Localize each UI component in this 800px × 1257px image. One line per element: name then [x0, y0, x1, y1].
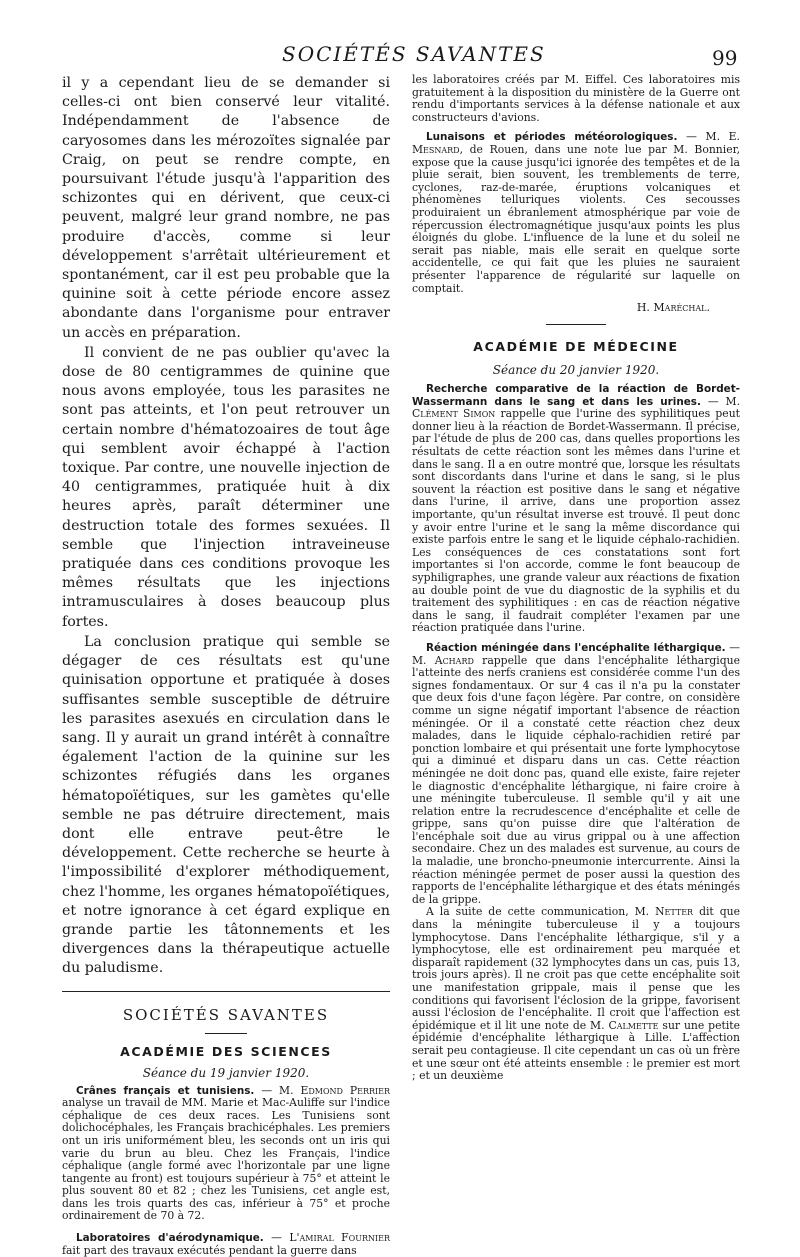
article-text: sur une petite épidémie d'encéphalite léthargique à Lille. L'affection serait peu contagieuse. Il cite cependant un cas où un frère et une sœur ont été atteints ensemble : le premier est mort ; et un deuxième: [412, 1018, 740, 1083]
right-column: [412, 74, 740, 1083]
academy-title: ACADÉMIE DE MÉDECINE: [473, 339, 679, 355]
article-text: , de Rouen, dans une note lue par M. Bonnier, expose que la cause jusqu'ici ignorée des tempêtes et de la pluie serait, bien souvent, les tremblements de terre, cyclones, raz-de-marée, éruptions volcaniques et phénomènes telluriques violents. Ces secousses produiraient un ébranlement atmosphérique par voie de répercussion électromagnétique jusqu'aux points les plus éloignés du globe. L'influence de la lune et du soleil ne serait pas niable, mais elle serait en quelque sorte accidentelle, ce qui fait que les pluies ne sauraient présenter l'apparence de régularité sur laquelle on comptait.: [412, 142, 740, 295]
person-name: Calmette: [608, 1018, 659, 1032]
article: [62, 1232, 390, 1257]
article: [412, 906, 740, 1082]
section-title: SOCIÉTÉS SAVANTES: [122, 1005, 330, 1024]
academy-title: ACADÉMIE DES SCIENCES: [120, 1043, 332, 1059]
short-divider: [546, 324, 606, 325]
article: [412, 642, 740, 906]
page-number: 99: [712, 46, 738, 70]
article-continuation: les laboratoires créés par M. Eiffel. Ces laboratoires mis gratuitement à la disposition du ministère de la Guerre ont rendu d'importants services à la défense nationale et aux constructeurs d'avions.: [412, 73, 740, 124]
short-divider: [205, 1033, 247, 1034]
author-signature: H. Maréchal.: [636, 301, 710, 315]
article: [412, 383, 740, 635]
article-text: rappelle que l'urine des syphilitiques peut donner lieu à la réaction de Bordet-Wassermann. Il précise, par l'étude de plus de 200 cas, dans quelles proportions les résultats de cette réaction sont les mêmes dans l'urine et dans le sang. Il a en outre montré que, lorsque les résultats sont discordants dans l'urine et dans le sang, si le plus souvent la réaction est positive dans le sang et négative dans l'urine, il arrive, dans une proportion assez importante, qu'un résultat inverse est trouvé. Il peut donc y avoir entre l'urine et le sang la même discordance qui existe parfois entre le sang et le liquide céphalo-rachidien. Les conséquences de ces constatations sont fort importantes si l'on accorde, comme le font beaucoup de syphiligraphes, une grande valeur aux réactions de fixation au double point de vue du diagnostic de la syphilis et du traitement des syphilitiques : en cas de réaction négative dans le sang, il faudrait compléter l'examen par une réaction pratiquée dans l'urine.: [412, 407, 740, 635]
left-column: [62, 74, 390, 1257]
person-name: Netter: [655, 905, 694, 919]
article-heading: Recherche comparative de la réaction de Bordet-Wassermann dans le sang et dans les urines.: [412, 383, 740, 408]
paragraph: il y a cependant lieu de se demander si celles-ci ont bien conservé leur vitalité. Indépendamment de l'absence de caryosomes dans les mérozoïtes signalée par Craig, on peut se rendre compte, en poursuivant l'étude jusqu'à l'apparition des schizontes qui en dérivent, que ceux-ci peuvent, malgré leur grand nombre, ne pas produire d'accès, comme si leur développement s'arrêtait ultérieurement et spontanément, car il est peu probable que la quinine soit à cette période encore assez abondante dans l'organisme pour entraver un accès en préparation.: [62, 75, 390, 341]
paragraph: Il convient de ne pas oublier qu'avec la dose de 80 centigrammes de quinine que nous avons employée, tous les parasites ne sont pas atteints, et l'on peut retrouver un certain nombre d'hématozoaires de tout âge qui semblent avoir échappé à l'action toxique. Par contre, une nouvelle injection de 40 centigrammes, pratiquée huit à dix heures après, paraît déterminer une destruction totale des formes sexuées. Il semble que l'injection intraveineuse pratiquée dans ces conditions provoque les mêmes résultats que les injections intramusculaires à doses beaucoup plus fortes.: [62, 344, 390, 630]
article: [62, 1085, 390, 1224]
article-text: dit que dans la méningite tuberculeuse il y a toujours lymphocytose. Dans l'encéphalite léthargique, s'il y a lymphocytose, elle est ordinairement peu marquée et disparaît rapidement (32 lymphocytes dans un cas, puis 13, trois jours après). Il ne croit pas que cette encéphalite soit une manifestation grippale, mais il pense que les conditions qui favorisent l'éclosion de la grippe, favorisent aussi l'éclosion de l'encéphalite. Il croit que l'affection est épidémique et il lit une note de M.: [412, 905, 741, 1032]
page-header: [0, 40, 800, 70]
article: [412, 131, 740, 295]
article-author: — M. Edmond Perrier: [261, 1083, 391, 1097]
article-text: A la suite de cette communication, M.: [426, 905, 650, 919]
article-author: — M. E. Mesnard: [412, 130, 740, 156]
article-author: — L'amiral Fournier: [271, 1231, 391, 1245]
article-author: — M. Achard: [412, 640, 740, 667]
article-heading: Réaction méningée dans l'encéphalite léthargique.: [426, 641, 726, 654]
running-title: SOCIÉTÉS SAVANTES: [282, 42, 546, 66]
article-heading: Lunaisons et périodes météorologiques.: [426, 131, 678, 144]
article-heading: Laboratoires d'aérodynamique.: [76, 1232, 264, 1245]
article-author: — M. Clément Simon: [412, 394, 740, 421]
article-text: rappelle que dans l'encéphalite léthargique l'atteinte des nerfs craniens est considérée comme l'un des signes fondamentaux. Or sur 4 cas il n'a pu la constater que deux fois d'une façon légère. Par contre, on considère comme un signe négatif important l'absence de réaction méningée. Or il a constaté cette réaction chez deux malades, dans le liquide céphalo-rachidien retiré par ponction lombaire et qui présentait une forte lymphocytose qui a diminué et disparu dans un cas. Cette réaction méningée ne doit donc pas, quand elle existe, faire rejeter le diagnostic d'encéphalite léthargique, ni faire croire à une méningite tuberculeuse. Il semble qu'il y ait une relation entre la recrudescence d'encéphalite et celle de grippe, sans qu'on puisse dire que l'altération de l'encéphale soit due au virus grippal ou à une affection secondaire. Chez un des malades est survenue, au cours de la maladie, une broncho-pneumonie intercurrente. Ainsi la réaction méningée permet de poser aussi la question des rapports de l'encéphalite léthargique et des états méningés de la grippe.: [412, 653, 740, 906]
article-text: fait part des travaux exécutés pendant la guerre dans: [62, 1243, 357, 1257]
section-divider: [62, 991, 390, 992]
article-heading: Crânes français et tunisiens.: [76, 1084, 255, 1097]
session-date: Séance du 19 janvier 1920.: [142, 1065, 310, 1080]
session-date: Séance du 20 janvier 1920.: [492, 363, 660, 378]
paragraph: La conclusion pratique qui semble se dégager de ces résultats est qu'une quinisation opportune et pratiquée à doses suffisantes semble susceptible de détruire les parasites asexués en circulation dans le sang. Il y aurait un grand intérêt à connaître également l'action de la quinine sur les schizontes réfugiés dans les organes hématopoïétiques, sur les gamètes qu'elle semble ne pas détruire directement, mais dont elle entrave peut-être le développement. Cette recherche se heurte à l'impossibilité d'explorer méthodiquement, chez l'homme, les organes hématopoïétiques, et notre ignorance à cet égard explique en grande partie les tâtonnements et les divergences dans la thérapeutique actuelle du paludisme.: [62, 633, 390, 977]
article-text: analyse un travail de MM. Marie et Mac-Auliffe sur l'indice céphalique de ces deux races. Les Tunisiens sont dolichocéphales, les Français brachicéphales. Les premiers ont un iris uniformément bleu, les seconds ont un iris qui varie du brun au bleu. Chez les Français, l'indice céphalique (angle formé avec l'horizontale par une ligne tangente au front) est toujours supérieur à 75° et atteint le plus souvent 80 et 82 ; chez les Tunisiens, cet angle est, dans les trois quarts des cas, inférieur à 75° et proche ordinairement de 70 à 72.: [62, 1096, 390, 1223]
